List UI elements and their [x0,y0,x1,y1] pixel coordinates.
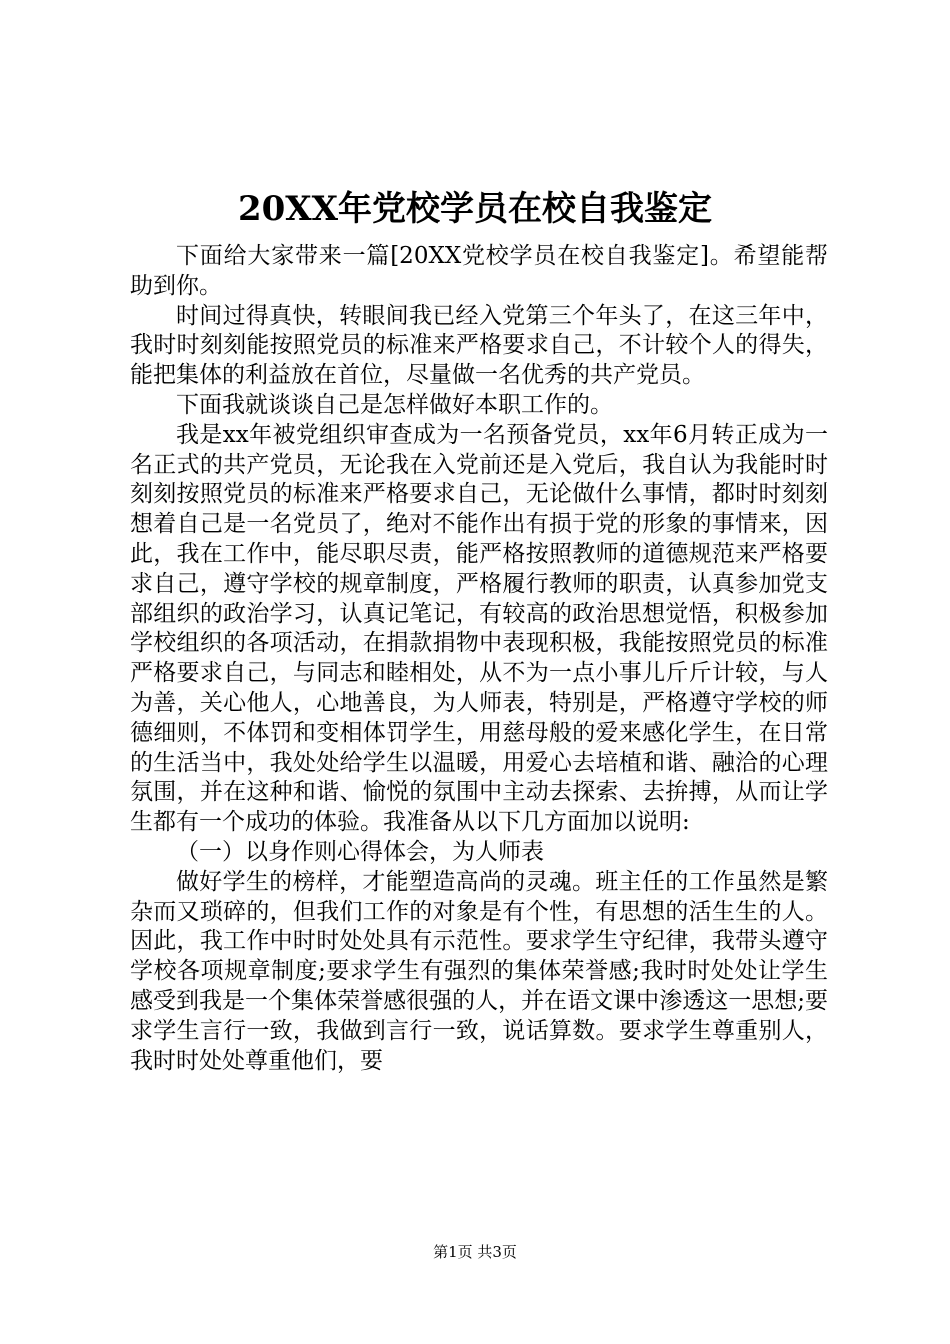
paragraph-transition: 下面我就谈谈自己是怎样做好本职工作的。 [176,391,613,418]
paragraph-section-heading: （一）以身作则心得体会，为人师表 [176,838,544,865]
document-title: 20XX年党校学员在校自我鉴定 [237,189,713,229]
document-body [130,242,828,1076]
paragraph-intro: 下面给大家带来一篇[20XX党校学员在校自我鉴定]。希望能帮助到你。 [130,243,828,299]
paragraph-role-model: 做好学生的榜样，才能塑造高尚的灵魂。班主任的工作虽然是繁杂而又琐碎的，但我们工作的对象是有个性，有思想的活生生的人。因此，我工作中时时处处具有示范性。要求学生守纪律，我带头遵守学校各项规章制度;要求学生有强烈的集体荣誉感;我时时处处让学生感受到我是一个集体荣誉感很强的人，并在语文课中渗透这一思想;要求学生言行一致，我做到言行一致，说话算数。要求学生尊重别人，我时时处处尊重他们，要 [130,868,828,1074]
paragraph-time-passes: 时间过得真快，转眼间我已经入党第三个年头了，在这三年中，我时时刻刻能按照党员的标准来严格要求自己，不计较个人的得失，能把集体的利益放在首位，尽量做一名优秀的共产党员。 [130,302,828,389]
paragraph-main-description: 我是xx年被党组织审查成为一名预备党员，xx年6月转正成为一名正式的共产党员，无论我在入党前还是入党后，我自认为我能时时刻刻按照党员的标准来严格要求自己，无论做什么事情，都时时刻刻想着自己是一名党员了，绝对不能作出有损于党的形象的事情来，因此，我在工作中，能尽职尽责，能严格按照教师的道德规范来严格要求自己，遵守学校的规章制度，严格履行教师的职责，认真参加党支部组织的政治学习，认真记笔记，有较高的政治思想觉悟，积极参加学校组织的各项活动，在捐款捐物中表现积极，我能按照党员的标准严格要求自己，与同志和睦相处，从不为一点小事儿斤斤计较，与人为善，关心他人，心地善良，为人师表，特别是，严格遵守学校的师德细则，不体罚和变相体罚学生，用慈母般的爱来感化学生，在日常的生活当中，我处处给学生以温暖，用爱心去培植和谐、融洽的心理氛围，并在这种和谐、愉悦的氛围中主动去探索、去拚搏，从而让学生都有一个成功的体验。我准备从以下几方面加以说明: [130,421,828,836]
page-footer: 第1页 共3页 [433,1243,517,1261]
